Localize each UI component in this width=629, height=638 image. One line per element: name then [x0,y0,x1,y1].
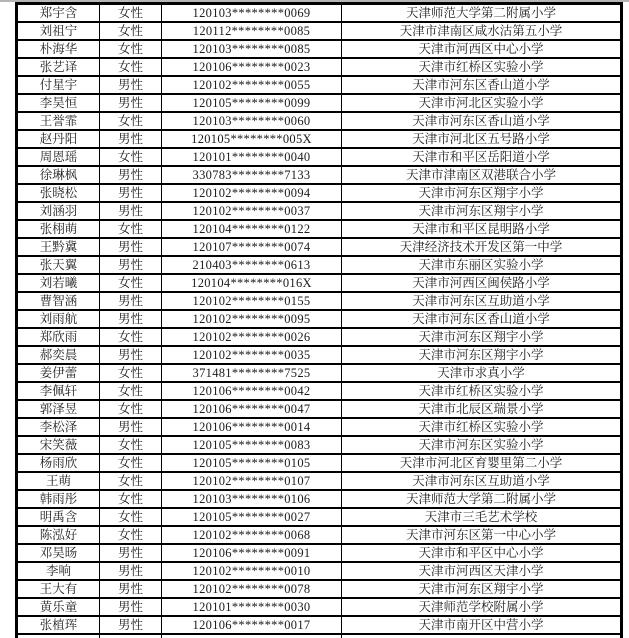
school-name-cell: 天津市河西区天津小学 [342,562,622,580]
student-name-cell: 李昊恒 [17,94,100,112]
gender-cell: 男性 [100,202,162,220]
student-name-cell: 宋笑薇 [17,436,100,454]
student-name-cell: 王黔冀 [17,238,100,256]
gender-cell: 男性 [100,346,162,364]
id-number-cell: 120102********0010 [162,562,342,580]
gender-cell: 女性 [100,454,162,472]
id-number-cell: 120102********0037 [162,202,342,220]
id-number-cell: 371481********7525 [162,364,342,382]
id-number-cell: 120103********0060 [162,112,342,130]
id-number-cell: 120105********0105 [162,454,342,472]
school-name-cell: 天津市津南区双港联合小学 [342,166,622,184]
table-row [17,202,622,220]
gender-cell: 女性 [100,472,162,490]
student-name-cell: 邓昊旸 [17,544,100,562]
id-number-cell: 120112********0085 [162,22,342,40]
student-name-cell: 刘涵羽 [17,202,100,220]
student-name-cell: 徐琳枫 [17,166,100,184]
table-row [17,490,622,508]
student-name-cell: 刘若曦 [17,274,100,292]
table-row [17,94,622,112]
student-name-cell: 郭泽昱 [17,400,100,418]
student-name-cell: 李佩轩 [17,382,100,400]
table-row [17,382,622,400]
school-name-cell: 天津市河东区第一中心小学 [342,526,622,544]
school-name-cell: 天津市河东区互助道小学 [342,292,622,310]
gender-cell: 男性 [100,616,162,634]
table-row [17,22,622,40]
id-number-cell: 120106********0023 [162,58,342,76]
table-row [17,58,622,76]
id-number-cell: 120106********0017 [162,616,342,634]
gender-cell: 男性 [100,544,162,562]
id-number-cell: 120103********0085 [162,40,342,58]
id-number-cell: 120102********0078 [162,580,342,598]
student-name-cell: 刘雨航 [17,310,100,328]
school-name-cell: 天津市津南区咸水沽第五小学 [342,22,622,40]
gender-cell: 男性 [100,238,162,256]
school-name-cell: 天津市和平区昆明路小学 [342,220,622,238]
gender-cell: 女性 [100,274,162,292]
student-name-cell: 刘祖宁 [17,22,100,40]
id-number-cell: 120102********0055 [162,76,342,94]
id-number-cell: 120105********0083 [162,436,342,454]
table-row [17,454,622,472]
school-name-cell: 天津市河东区翔宇小学 [342,202,622,220]
id-number-cell: 120107********0074 [162,238,342,256]
school-name-cell: 天津市河东区互助道小学 [342,472,622,490]
gender-cell: 女性 [100,382,162,400]
student-name-cell: 杨雨欣 [17,454,100,472]
school-name-cell: 天津市和平区岳阳道小学 [342,148,622,166]
table-row [17,274,622,292]
student-name-cell: 明禹含 [17,508,100,526]
id-number-cell: 120102********0155 [162,292,342,310]
gender-cell: 男性 [100,580,162,598]
student-name-cell: 朴海华 [17,40,100,58]
school-name-cell: 天津市河东区翔宇小学 [342,328,622,346]
school-name-cell: 天津经济技术开发区第一中学 [342,238,622,256]
student-name-cell: 王大有 [17,580,100,598]
id-number-cell: 120103********0106 [162,490,342,508]
gender-cell: 女性 [100,364,162,382]
table-row [17,148,622,166]
table-row [17,580,622,598]
table-row [17,292,622,310]
table-row [17,112,622,130]
student-name-cell: 张艺译 [17,58,100,76]
table-row [17,634,622,638]
id-number-cell: 120105********0099 [162,94,342,112]
school-name-cell: 天津市河东区翔宇小学 [342,184,622,202]
id-number-cell: 120105********005X [162,130,342,148]
id-number-cell: 120106********0091 [162,544,342,562]
table-row [17,238,622,256]
school-name-cell: 天津市东丽区实验小学 [342,256,622,274]
gender-cell: 男性 [100,418,162,436]
id-number-cell [162,634,342,638]
gender-cell: 女性 [100,220,162,238]
gender-cell: 女性 [100,112,162,130]
gender-cell [100,634,162,638]
school-name-cell: 天津市河东区翔宇小学 [342,346,622,364]
table-row [17,400,622,418]
table-row [17,4,622,23]
table-row [17,418,622,436]
school-name-cell: 天津市河东区香山道小学 [342,310,622,328]
table-row [17,184,622,202]
school-name-cell: 天津市河西区中心小学 [342,40,622,58]
table-row [17,346,622,364]
school-name-cell: 天津市河西区闽侯路小学 [342,274,622,292]
id-number-cell: 120102********0095 [162,310,342,328]
student-name-cell: 周恩瑶 [17,148,100,166]
gender-cell: 女性 [100,400,162,418]
gender-cell: 女性 [100,148,162,166]
student-name-cell: 李响 [17,562,100,580]
school-name-cell: 天津师范大学第二附属小学 [342,490,622,508]
roster-table-body [17,4,622,638]
school-name-cell: 天津市红桥区实验小学 [342,382,622,400]
table-row [17,526,622,544]
gender-cell: 男性 [100,166,162,184]
school-name-cell: 天津市和平区中心小学 [342,544,622,562]
id-number-cell: 120101********0030 [162,598,342,616]
gender-cell: 男性 [100,184,162,202]
table-row [17,562,622,580]
table-row [17,544,622,562]
student-name-cell [17,634,100,638]
student-name-cell: 陈泓好 [17,526,100,544]
student-name-cell: 王萌 [17,472,100,490]
id-number-cell: 120102********0035 [162,346,342,364]
id-number-cell: 120105********0027 [162,508,342,526]
gender-cell: 女性 [100,4,162,23]
school-name-cell: 天津市南开区中营小学 [342,616,622,634]
school-name-cell: 天津市河北区五号路小学 [342,130,622,148]
student-name-cell: 李松泽 [17,418,100,436]
gender-cell: 女性 [100,490,162,508]
gender-cell: 男性 [100,562,162,580]
table-row [17,472,622,490]
student-name-cell: 张天翼 [17,256,100,274]
student-name-cell: 韩雨彤 [17,490,100,508]
school-name-cell [342,634,622,638]
student-name-cell: 姜伊蕾 [17,364,100,382]
table-row [17,364,622,382]
table-row [17,220,622,238]
school-name-cell: 天津市河北区育婴里第二小学 [342,454,622,472]
school-name-cell: 天津市河东区翔宇小学 [342,580,622,598]
gender-cell: 男性 [100,130,162,148]
school-name-cell: 天津市河北区实验小学 [342,94,622,112]
table-row [17,436,622,454]
gender-cell: 女性 [100,58,162,76]
student-name-cell: 王誉霏 [17,112,100,130]
student-name-cell: 黄乐童 [17,598,100,616]
school-name-cell: 天津市红桥区实验小学 [342,418,622,436]
school-name-cell: 天津市求真小学 [342,364,622,382]
student-name-cell: 郝奕晨 [17,346,100,364]
school-name-cell: 天津市河东区香山道小学 [342,76,622,94]
table-row [17,310,622,328]
table-row [17,328,622,346]
gender-cell: 女性 [100,436,162,454]
student-name-cell: 郑欣雨 [17,328,100,346]
id-number-cell: 120102********0026 [162,328,342,346]
id-number-cell: 210403********0613 [162,256,342,274]
table-row [17,256,622,274]
id-number-cell: 120102********0107 [162,472,342,490]
school-name-cell: 天津市河东区香山道小学 [342,112,622,130]
table-row [17,616,622,634]
id-number-cell: 120103********0069 [162,4,342,23]
table-row [17,130,622,148]
id-number-cell: 120106********0047 [162,400,342,418]
id-number-cell: 120104********0122 [162,220,342,238]
school-name-cell: 天津师范学校附属小学 [342,598,622,616]
student-name-cell: 张晓松 [17,184,100,202]
student-name-cell: 张植珲 [17,616,100,634]
table-row [17,166,622,184]
school-name-cell: 天津市北辰区瑞景小学 [342,400,622,418]
gender-cell: 男性 [100,598,162,616]
student-roster-table [15,2,623,638]
student-name-cell: 郑宇含 [17,4,100,23]
gender-cell: 女性 [100,40,162,58]
student-name-cell: 付星宇 [17,76,100,94]
id-number-cell: 330783********7133 [162,166,342,184]
school-name-cell: 天津师范大学第二附属小学 [342,4,622,23]
school-name-cell: 天津市三毛艺术学校 [342,508,622,526]
student-name-cell: 曹智涵 [17,292,100,310]
id-number-cell: 120106********0014 [162,418,342,436]
school-name-cell: 天津市红桥区实验小学 [342,58,622,76]
gender-cell: 男性 [100,256,162,274]
table-row [17,76,622,94]
school-name-cell: 天津市河东区实验小学 [342,436,622,454]
table-row [17,598,622,616]
gender-cell: 女性 [100,508,162,526]
gender-cell: 女性 [100,22,162,40]
gender-cell: 男性 [100,292,162,310]
id-number-cell: 120106********0042 [162,382,342,400]
gender-cell: 男性 [100,76,162,94]
student-name-cell: 张栩萌 [17,220,100,238]
gender-cell: 女性 [100,526,162,544]
student-name-cell: 赵丹阳 [17,130,100,148]
gender-cell: 女性 [100,328,162,346]
gender-cell: 男性 [100,310,162,328]
id-number-cell: 120104********016X [162,274,342,292]
gender-cell: 男性 [100,94,162,112]
id-number-cell: 120102********0094 [162,184,342,202]
table-row [17,508,622,526]
id-number-cell: 120101********0040 [162,148,342,166]
id-number-cell: 120102********0068 [162,526,342,544]
table-row [17,40,622,58]
